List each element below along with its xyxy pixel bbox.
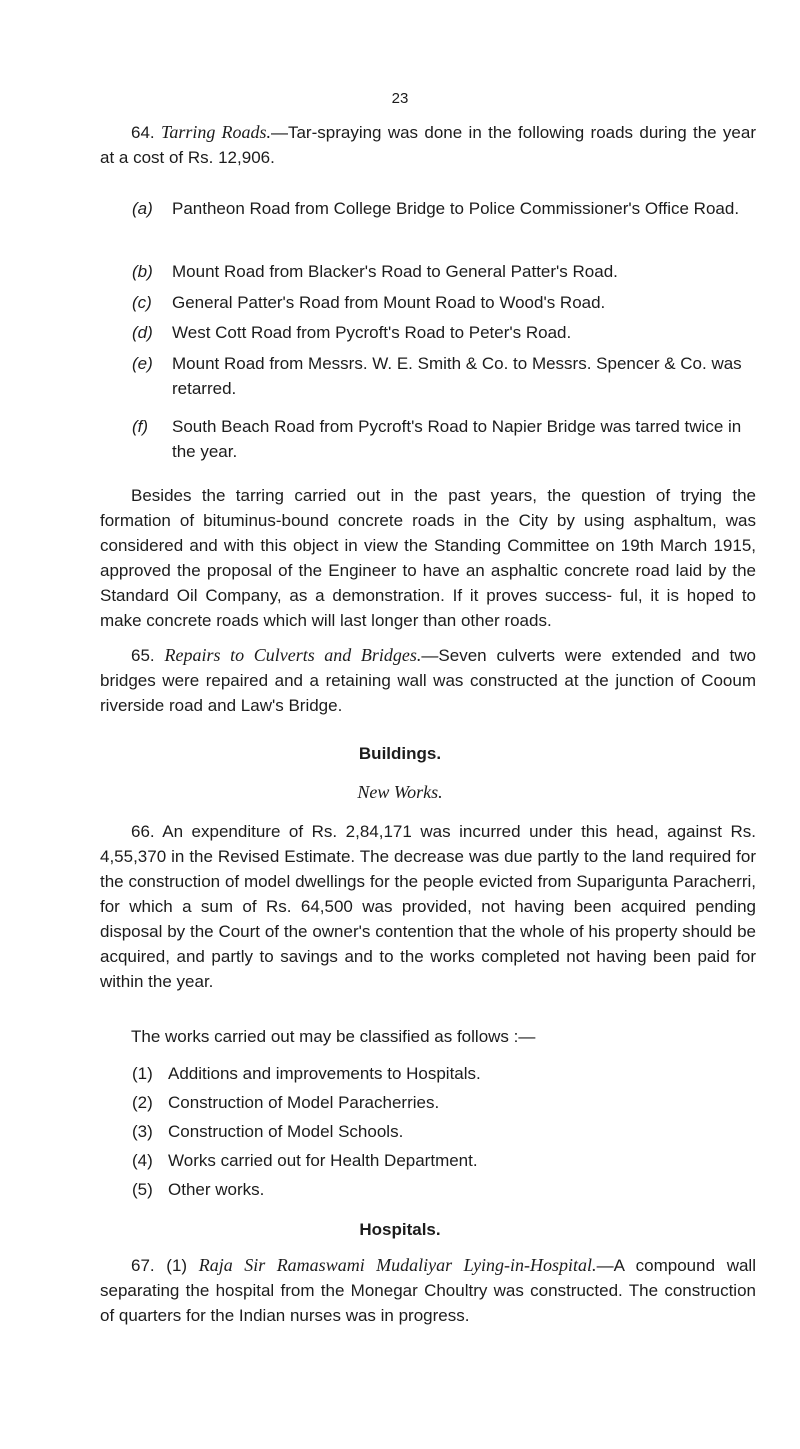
list-item <box>132 1148 732 1173</box>
section-66-text: An expenditure of Rs. 2,84,171 was incurred under this head, against Rs. 4,55,370 in the Revised Estimate. The decrease was due partly to the land required for the construction of model dwellings for the people evicted from Suparigunta Paracherri, for which a sum of Rs. 64,500 was provided, not having been acquired pending disposal by the Court of the owner's contention that the whole of his property should be acquired, and partly to savings and to the works completed not having been paid for within the year. <box>100 822 756 991</box>
list-item <box>132 196 756 221</box>
page-number: 23 <box>391 90 409 107</box>
list-item <box>132 414 756 464</box>
list-item-text: Pantheon Road from College Bridge to Police Commissioner's Office Road. <box>172 199 740 218</box>
list-item-label: (f) <box>132 417 149 436</box>
section-66 <box>100 819 756 994</box>
new-works-subheading: New Works. <box>357 782 443 802</box>
list-item <box>132 351 756 401</box>
list-item-label: (a) <box>132 199 153 218</box>
list-item-text: West Cott Road from Pycroft's Road to Peter's Road. <box>172 323 572 342</box>
section-67 <box>100 1253 756 1328</box>
list-item-text: Other works. <box>168 1180 265 1199</box>
section-65-number: 65. <box>131 646 155 665</box>
list-item <box>132 1119 732 1144</box>
buildings-heading: Buildings. <box>358 744 442 763</box>
list-item-text: Mount Road from Messrs. W. E. Smith & Co. to Messrs. Spencer & Co. was retarred. <box>172 354 742 398</box>
list-item-label: (4) <box>132 1151 153 1170</box>
list-item-text: South Beach Road from Pycroft's Road to Napier Bridge was tarred twice in the year. <box>172 417 742 461</box>
section-65-text: —Seven culverts were extended and two bridges were repaired and a retaining wall was constructed at the junction of Cooum riverside road and Law's Bridge. <box>100 646 756 715</box>
list-item <box>132 320 756 345</box>
list-item-text: General Patter's Road from Mount Road to Wood's Road. <box>172 293 606 312</box>
list-item-label: (5) <box>132 1180 153 1199</box>
section-67-title: Raja Sir Ramaswami Mudaliyar Lying-in-Hospital. <box>198 1255 597 1275</box>
section-67-text: —A compound wall separating the hospital from the Monegar Choultry was constructed. The construction of quarters for the Indian nurses was in progress. <box>100 1256 756 1325</box>
list-item <box>132 1177 732 1202</box>
section-66-number: 66. <box>131 822 155 841</box>
section-64-number: 64. <box>131 123 155 142</box>
section-66-classified: The works carried out may be classified as follows :— <box>131 1027 536 1046</box>
section-64-text: —Tar-spraying was done in the following roads during the year at a cost of Rs. 12,906. <box>100 123 757 167</box>
section-64-besides: Besides the tarring carried out in the past years, the question of trying the formation of bituminus-bound concrete roads in the City by using asphaltum, was considered and with this object in view the Standing Committee on 19th March 1915, approved the proposal of the Engineer to have an asphaltic concrete road laid by the Standard Oil Company, as a demonstration. If it proves success- ful, it is hoped to make concrete roads which will last longer than other roads. <box>100 486 756 630</box>
list-item-label: (1) <box>132 1064 153 1083</box>
list-item <box>132 1061 732 1086</box>
list-item-label: (2) <box>132 1093 153 1112</box>
list-item-label: (b) <box>132 262 153 281</box>
list-item-label: (c) <box>132 293 152 312</box>
list-item-text: Mount Road from Blacker's Road to General Patter's Road. <box>172 262 618 281</box>
section-67-number: 67. (1) <box>131 1256 188 1275</box>
list-item-label: (d) <box>132 323 153 342</box>
list-item <box>132 1090 732 1115</box>
section-65-title: Repairs to Culverts and Bridges. <box>164 645 422 665</box>
list-item-label: (3) <box>132 1122 153 1141</box>
section-65 <box>100 643 756 718</box>
section-64-title: Tarring Roads. <box>160 122 271 142</box>
list-item <box>132 259 756 284</box>
list-item-label: (e) <box>132 354 153 373</box>
list-item-text: Additions and improvements to Hospitals. <box>168 1064 481 1083</box>
hospitals-heading: Hospitals. <box>359 1220 441 1239</box>
list-item-text: Construction of Model Paracherries. <box>168 1093 440 1112</box>
list-item-text: Construction of Model Schools. <box>168 1122 404 1141</box>
list-item <box>132 290 756 315</box>
list-item-text: Works carried out for Health Department. <box>168 1151 478 1170</box>
section-64-intro <box>100 120 756 170</box>
